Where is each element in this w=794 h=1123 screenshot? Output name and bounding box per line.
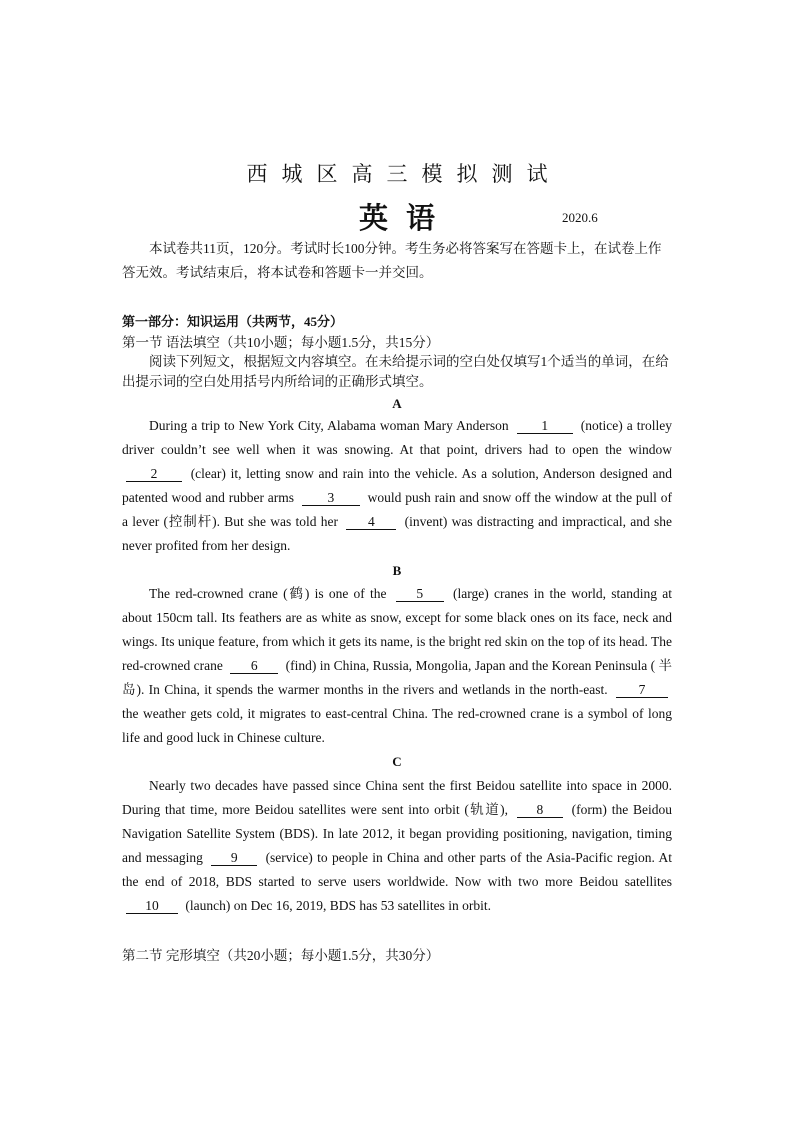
- exam-date: 2020.6: [562, 210, 598, 225]
- exam-title: 西城区高三模拟测试: [246, 162, 562, 186]
- blank-6[interactable]: 6: [230, 659, 278, 674]
- passage-b-text: the weather gets cold, it migrates to east-central China. The red-crowned crane is a symbol of long life and good luck in Chinese culture.: [122, 706, 672, 745]
- passage-a-text: (invent) was distracting and impractical, and she never profited from her design.: [122, 514, 673, 553]
- passage-b: [122, 582, 672, 750]
- passage-a-text: During a trip to New York City, Alabama woman Mary Anderson: [149, 418, 509, 433]
- blank-3[interactable]: 3: [302, 491, 360, 506]
- part1-heading: 第一部分：知识运用（共两节，45分）: [122, 314, 344, 329]
- section1-instructions: 阅读下列短文，根据短文内容填空。在未给提示词的空白处仅填写1个适当的单词，在给出提示词的空白处用括号内所给词的正确形式填空。: [122, 354, 669, 389]
- passage-a-text: would push rain and snow off the window at the pull of a lever (控制杆). But she was told her: [122, 490, 672, 529]
- passage-c-text: (form) the Beidou Navigation Satellite System (BDS). In late 2012, it began providing positioning, navigation, timing and messaging: [122, 802, 673, 865]
- blank-10[interactable]: 10: [126, 899, 178, 914]
- blank-7[interactable]: 7: [616, 683, 668, 698]
- passage-b-text: (large) cranes in the world, standing at about 150cm tall. Its feathers are as white as snow, except for some black ones on its face, neck and wings. Its unique feature, from which it gets its name, is the bright red skin on the top of its head. The red-crowned crane: [122, 586, 673, 673]
- passage-c-text: Nearly two decades have passed since China sent the first Beidou satellite into space in 2000. During that time, more Beidou satellites were sent into orbit (轨道),: [122, 778, 672, 817]
- blank-9[interactable]: 9: [211, 851, 257, 866]
- blank-8[interactable]: 8: [517, 803, 563, 818]
- blank-2[interactable]: 2: [126, 467, 182, 482]
- blank-5[interactable]: 5: [396, 587, 444, 602]
- passage-a-text: (notice) a trolley driver couldn’t see well when it was snowing. At that point, drivers had to open the window: [122, 418, 672, 457]
- passage-a: [122, 414, 672, 558]
- section2-heading: 第二节 完形填空（共20小题；每小题1.5分，共30分）: [122, 948, 440, 963]
- passage-a-letter: A: [392, 396, 402, 411]
- passage-c: [122, 774, 672, 918]
- passage-b-letter: B: [392, 563, 402, 578]
- subject-row: [0, 196, 794, 236]
- blank-1[interactable]: 1: [517, 419, 573, 434]
- passage-b-text: (find) in China, Russia, Mongolia, Japan and the Korean Peninsula ( 半岛). In China, it spends the warmer months in the rivers and wetlands in the north-east.: [122, 658, 673, 697]
- blank-4[interactable]: 4: [346, 515, 396, 530]
- passage-c-letter: C: [392, 754, 402, 769]
- section1-heading: 第一节 语法填空（共10小题；每小题1.5分，共15分）: [122, 335, 440, 350]
- passage-c-text: (service) to people in China and other parts of the Asia-Pacific region. At the end of 2018, BDS started to serve users worldwide. Now with two more Beidou satellites: [122, 850, 673, 889]
- passage-c-text: (launch) on Dec 16, 2019, BDS has 53 satellites in orbit.: [185, 898, 491, 913]
- subject-title: 英语: [358, 203, 453, 235]
- passage-b-text: The red-crowned crane (鹤) is one of the: [149, 586, 387, 601]
- exam-intro: 本试卷共11页，120分。考试时长100分钟。考生务必将答案写在答题卡上，在试卷上作答无效。考试结束后，将本试卷和答题卡一并交回。: [122, 241, 662, 280]
- passage-a-text: (clear) it, letting snow and rain into the vehicle. As a solution, Anderson designed and patented wood and rubber arms: [122, 466, 672, 505]
